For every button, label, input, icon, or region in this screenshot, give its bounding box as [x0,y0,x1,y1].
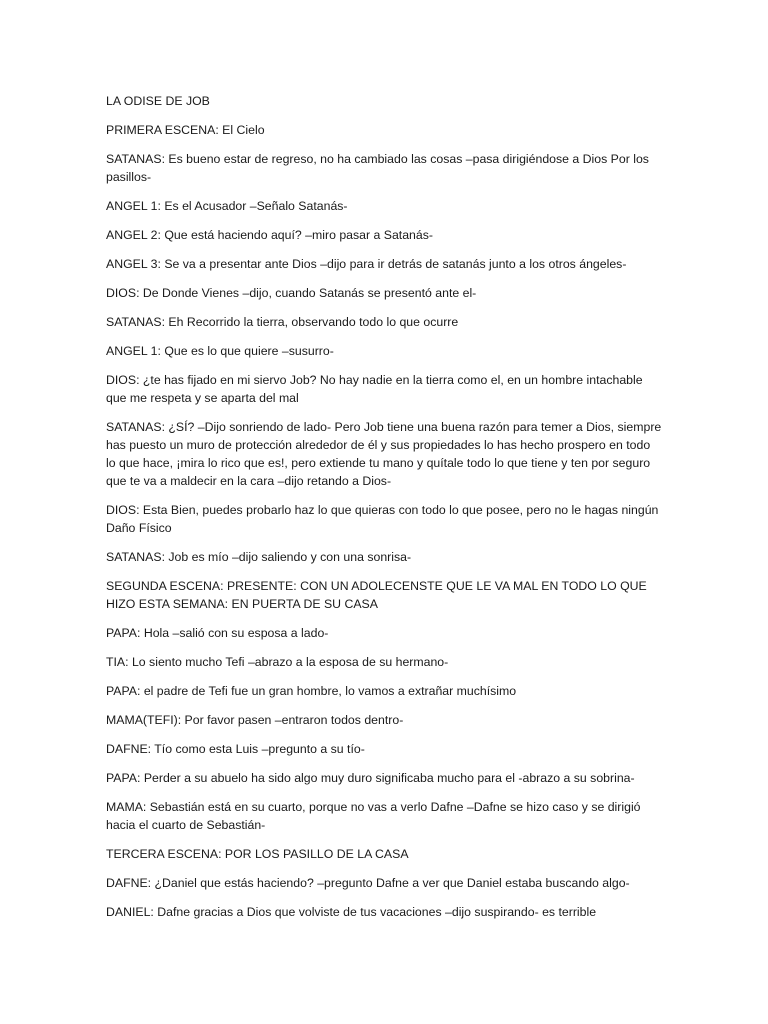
document-body [106,92,662,932]
dialogue-line: PAPA: Hola –salió con su esposa a lado- [106,626,329,640]
dialogue-line: DANIEL: Dafne gracias a Dios que volviste de tus vacaciones –dijo suspirando- es terrible [106,905,597,919]
dialogue-line: DIOS: De Donde Vienes –dijo, cuando Satanás se presentó ante el- [106,286,477,300]
dialogue-line: MAMA(TEFI): Por favor pasen –entraron todos dentro- [106,713,404,727]
dialogue-line: DAFNE: Tío como esta Luis –pregunto a su tío- [106,742,365,756]
dialogue-line: SATANAS: Eh Recorrido la tierra, observando todo lo que ocurre [106,315,459,329]
dialogue-line: DIOS: Esta Bien, puedes probarlo haz lo que quieras con todo lo que posee, pero no le hagas ningún Daño Físico [106,503,659,535]
dialogue-line: SATANAS: ¿SÍ? –Dijo sonriendo de lado- Pero Job tiene una buena razón para temer a Dios, siempre has puesto un muro de protección alrededor de él y sus propiedades lo has hecho prospero en todo lo que hace, ¡mira lo rico que es!, pero extiende tu mano y quítale todo lo que tiene y ten por seguro que te va a maldecir en la cara –dijo retando a Dios- [106,420,662,488]
scene-heading: PRIMERA ESCENA: El Cielo [106,123,265,137]
document-title: LA ODISE DE JOB [106,94,210,108]
dialogue-line: DIOS: ¿te has fijado en mi siervo Job? No hay nadie en la tierra como el, en un hombre intachable que me respeta y se aparta del mal [106,373,643,405]
dialogue-line: ANGEL 3: Se va a presentar ante Dios –dijo para ir detrás de satanás junto a los otros ángeles- [106,257,627,271]
scene-heading: TERCERA ESCENA: POR LOS PASILLO DE LA CASA [106,847,409,861]
dialogue-line: ANGEL 1: Es el Acusador –Señalo Satanás- [106,199,348,213]
dialogue-line: ANGEL 1: Que es lo que quiere –susurro- [106,344,334,358]
dialogue-line: ANGEL 2: Que está haciendo aquí? –miro pasar a Satanás- [106,228,433,242]
dialogue-line: PAPA: Perder a su abuelo ha sido algo muy duro significaba mucho para el -abrazo a su sobrina- [106,771,635,785]
dialogue-line: TIA: Lo siento mucho Tefi –abrazo a la esposa de su hermano- [106,655,449,669]
dialogue-line: SATANAS: Es bueno estar de regreso, no ha cambiado las cosas –pasa dirigiéndose a Dios Por los pasillos- [106,152,649,184]
dialogue-line: MAMA: Sebastián está en su cuarto, porque no vas a verlo Dafne –Dafne se hizo caso y se dirigió hacia el cuarto de Sebastián- [106,800,641,832]
scene-heading: SEGUNDA ESCENA: PRESENTE: CON UN ADOLECENSTE QUE LE VA MAL EN TODO LO QUE HIZO ESTA SEMANA: EN PUERTA DE SU CASA [106,579,647,611]
dialogue-line: PAPA: el padre de Tefi fue un gran hombre, lo vamos a extrañar muchísimo [106,684,517,698]
dialogue-line: SATANAS: Job es mío –dijo saliendo y con una sonrisa- [106,550,412,564]
dialogue-line: DAFNE: ¿Daniel que estás haciendo? –pregunto Dafne a ver que Daniel estaba buscando algo- [106,876,630,890]
